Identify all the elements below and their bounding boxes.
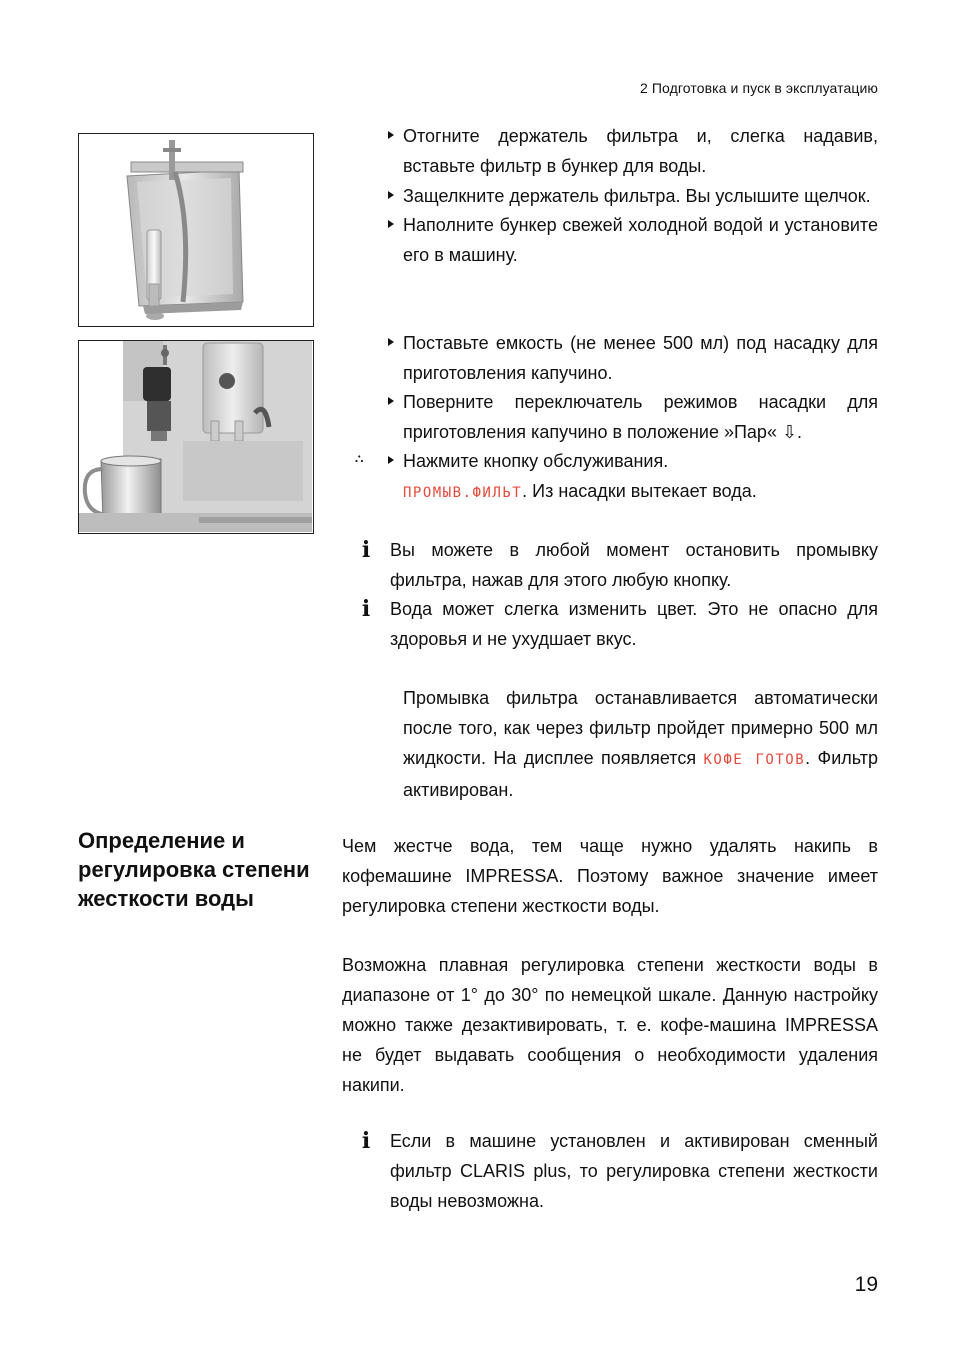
maintenance-menu-icon: ⛬: [355, 451, 364, 465]
step-item: [388, 121, 878, 181]
step-item: [388, 181, 878, 211]
section-heading: Определение и регулировка степени жесткости воды: [78, 828, 310, 911]
info-note: [356, 535, 878, 595]
step-item: [388, 328, 878, 388]
info-text: Если в машине установлен и активирован сменный фильтр CLARIS plus, то регулировка степени жесткости воды невозможна.: [390, 1131, 878, 1211]
info-text: Вы можете в любой момент остановить промывку фильтра, нажав для этого любую кнопку.: [390, 540, 878, 590]
info-note-claris: [356, 1126, 878, 1216]
info-icon: i: [361, 1128, 371, 1154]
arrow-bullet-icon: [388, 131, 394, 139]
info-note: [356, 594, 878, 654]
info-icon: i: [361, 537, 371, 563]
step-text: Поставьте емкость (не менее 500 мл) под насадку для приготовления капучино.: [403, 333, 878, 383]
running-header: 2 Подготовка и пуск в эксплуатацию: [639, 80, 878, 96]
figure-water-tank: [78, 133, 314, 327]
body-paragraph: Возможна плавная регулировка степени жесткости воды в диапазоне от 1° до 30° по немецкой шкале. Данную настройку можно также дезактивировать, т. е. кофе-машина IMPRESSA не будет выдавать сообщения о необходимости удаления накипи.: [342, 955, 878, 1095]
arrow-bullet-icon: [388, 397, 394, 405]
arrow-bullet-icon: [388, 338, 394, 346]
step-item: [388, 387, 878, 447]
arrow-bullet-icon: [388, 456, 394, 464]
figure-cappuccino-nozzle: [78, 340, 314, 534]
step-text: Поверните переключатель режимов насадки для приготовления капучино в положение »Пар« ⇩.: [403, 392, 878, 442]
auto-stop-paragraph: Промывка фильтра останавливается автоматически после того, как через фильтр пройдет примерно 500 мл жидкости. На дисплее появляется КОФЕ ГОТОВ. Фильтр активирован.: [403, 688, 878, 800]
step-text: Наполните бункер свежей холодной водой и установите его в машину.: [403, 215, 878, 265]
step-text-after: . Из насадки вытекает вода.: [522, 481, 757, 501]
machine-with-jug-illustration: [79, 341, 312, 532]
step-text-line: Нажмите кнопку обслуживания.: [403, 451, 669, 471]
body-paragraph: Чем жестче вода, тем чаще нужно удалять накипь в кофемашине IMPRESSA. Поэтому важное значение имеет регулировка степени жесткости воды.: [342, 836, 878, 916]
info-icon: i: [361, 596, 371, 622]
info-text: Вода может слегка изменить цвет. Это не опасно для здоровья и не ухудшает вкус.: [390, 599, 878, 649]
water-tank-illustration: [79, 134, 312, 325]
step-text: [403, 446, 878, 508]
step-item: [388, 210, 878, 270]
display-message-rinse-filter: ПРОМЫВ.ФИЛЬТ: [403, 485, 523, 501]
step-item: [388, 446, 878, 506]
arrow-bullet-icon: [388, 191, 394, 199]
arrow-bullet-icon: [388, 220, 394, 228]
page-number: 19: [854, 1273, 878, 1296]
step-text: Защелкните держатель фильтра. Вы услышите щелчок.: [403, 186, 871, 206]
display-message-coffee-ready: КОФЕ ГОТОВ: [703, 752, 806, 768]
step-text: Отогните держатель фильтра и, слегка надавив, вставьте фильтр в бункер для воды.: [403, 126, 878, 176]
